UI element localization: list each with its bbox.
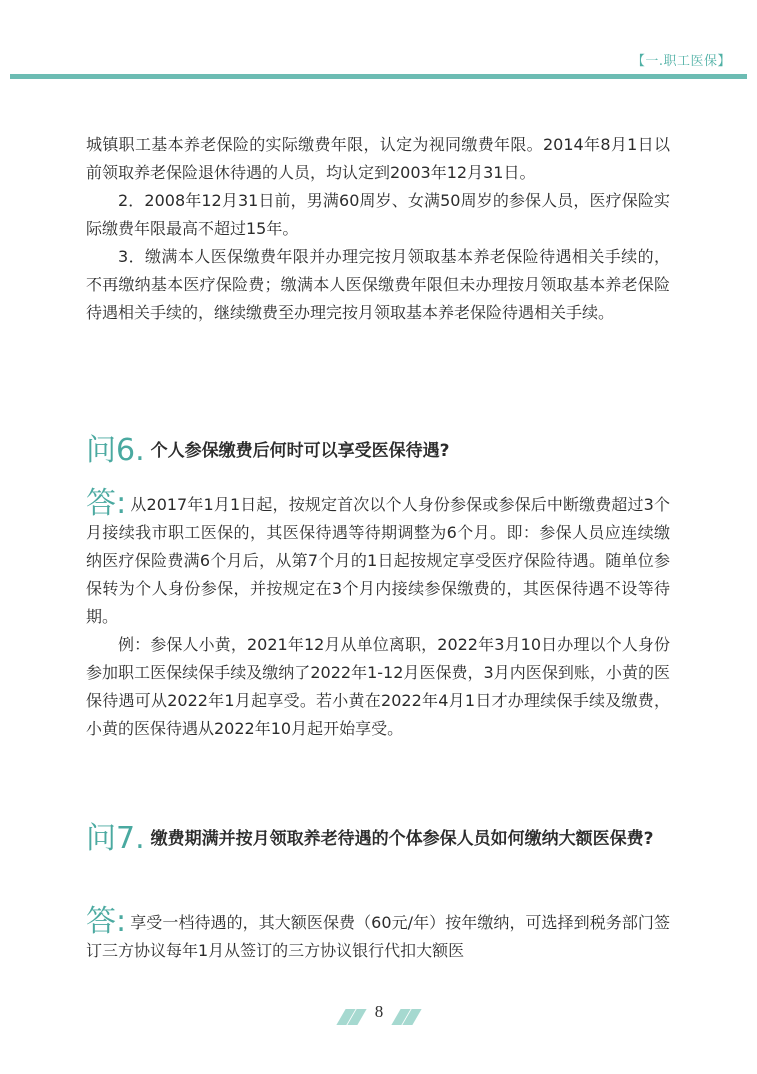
answer-7-paragraph: [86, 904, 670, 965]
answer-7-text: 享受一档待遇的，其大额医保费（60元/年）按年缴纳，可选择到税务部门签订三方协议每年1月从签订的三方协议银行代扣大额医: [86, 913, 670, 960]
header-rule: [10, 74, 747, 79]
answer-7-label: 答:: [86, 904, 127, 939]
answer-6-text: 从2017年1月1日起，按规定首次以个人身份参保或参保后中断缴费超过3个月接续我市职工医保的，其医保待遇等待期调整为6个月。即：参保人员应连续缴纳医疗保险费满6个月后，从第7个月的1日起按规定享受医疗保险待遇。随单位参保转为个人身份参保，并按规定在3个月内接续参保缴费的，其医保待遇不设等待期。: [86, 495, 670, 626]
answer-7: [86, 904, 670, 965]
answer-6: [86, 486, 670, 743]
intro-paragraph-3: 3．缴满本人医保缴费年限并办理完按月领取基本养老保险待遇相关手续的，不再缴纳基本医疗保险费；缴满本人医保缴费年限但未办理按月领取基本养老保险待遇相关手续的，继续缴费至办理完按月领取基本养老保险待遇相关手续。: [86, 247, 670, 322]
intro-paragraph-2: 2．2008年12月31日前，男满60周岁、女满50周岁的参保人员，医疗保险实际缴费年限最高不超过15年。: [86, 191, 670, 238]
question-6-heading: [86, 434, 670, 468]
section-tag: 【一.职工医保】: [631, 54, 731, 69]
question-6-number: 问6.: [86, 433, 145, 468]
intro-paragraph-1: 城镇职工基本养老保险的实际缴费年限，认定为视同缴费年限。2014年8月1日以前领取养老保险退休待遇的人员，均认定到2003年12月31日。: [86, 135, 670, 182]
question-7-number: 问7.: [86, 821, 145, 856]
question-7-text: 缴费期满并按月领取养老待遇的个体参保人员如何缴纳大额医保费?: [150, 829, 654, 849]
question-7-heading: [86, 822, 670, 856]
intro-section: [86, 131, 670, 327]
answer-6-paragraph: [86, 486, 670, 631]
answer-6-label: 答:: [86, 486, 127, 521]
question-6-text: 个人参保缴费后何时可以享受医保待遇?: [150, 441, 450, 461]
answer-6-example: 例：参保人小黄，2021年12月从单位离职，2022年3月10日办理以个人身份参加职工医保续保手续及缴纳了2022年1-12月医保费，3月内医保到账，小黄的医保待遇可从2022年1月起享受。若小黄在2022年4月1日才办理续保手续及缴费，小黄的医保待遇从2022年10月起开始享受。: [86, 635, 670, 738]
page-number: 8: [374, 1002, 384, 1021]
